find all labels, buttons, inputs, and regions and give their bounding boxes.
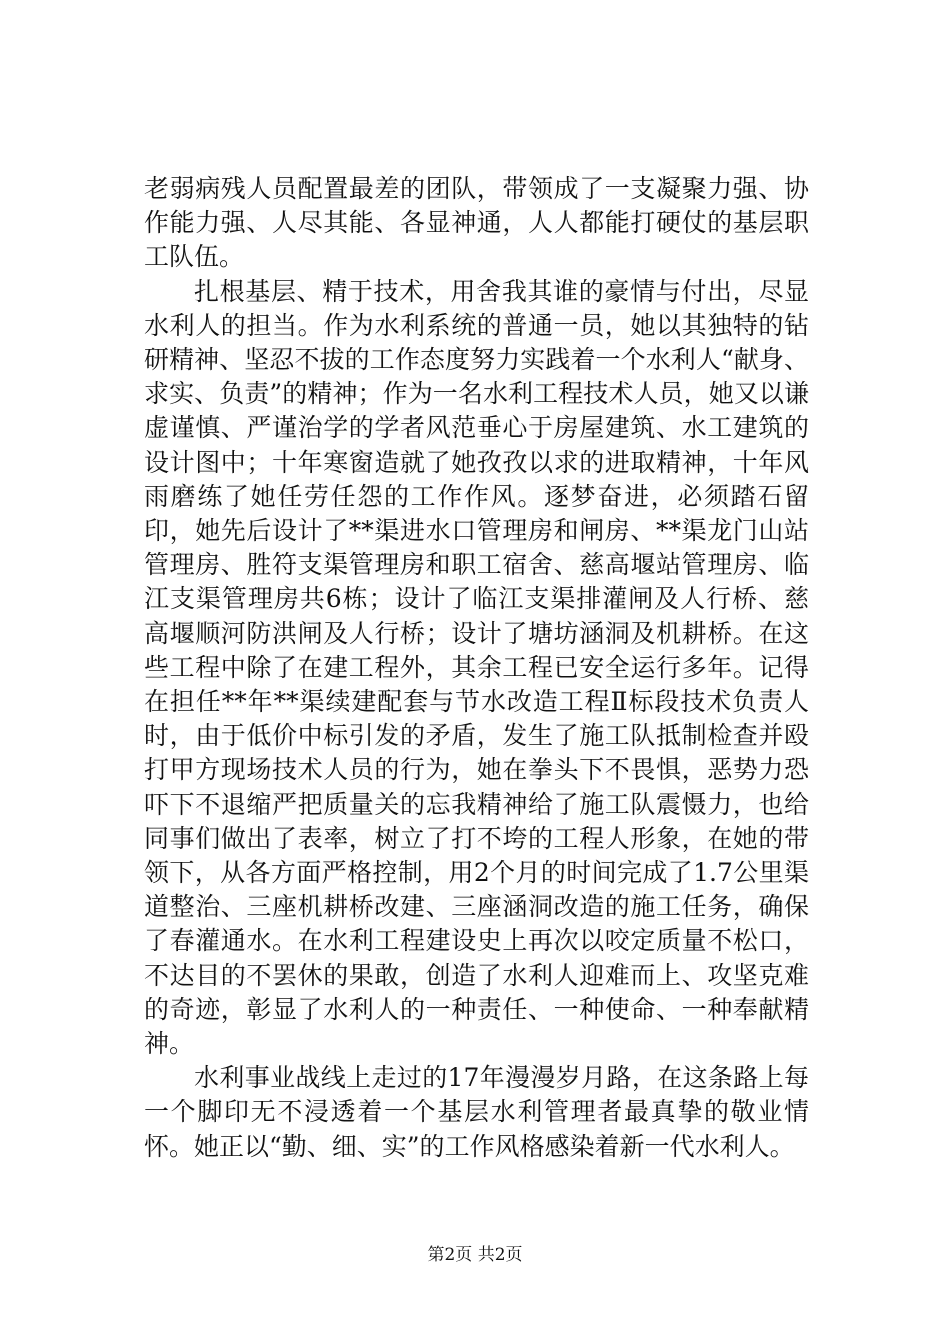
paragraph-3: 水利事业战线上走过的17年漫漫岁月路，在这条路上每一个脚印无不浸透着一个基层水利管理者最真挚的敬业情怀。她正以“勤、细、实”的工作风格感染着新一代水利人。 — [144, 1063, 809, 1161]
page-number-label: 第2页 共2页 — [427, 1245, 523, 1265]
document-body — [144, 172, 809, 1164]
paragraph-2: 扎根基层、精于技术，用舍我其谁的豪情与付出，尽显水利人的担当。作为水利系统的普通一员，她以其独特的钻研精神、坚忍不拔的工作态度努力实践着一个水利人“献身、求实、负责”的精神；作为一名水利工程技术人员，她又以谦虚谨慎、严谨治学的学者风范垂心于房屋建筑、水工建筑的设计图中；十年寒窗造就了她孜孜以求的进取精神，十年风雨磨练了她任劳任怨的工作作风。逐梦奋进，必须踏石留印，她先后设计了**渠进水口管理房和闸房、**渠龙门山站管理房、胜符支渠管理房和职工宿舍、慈高堰站管理房、临江支渠管理房共6栋；设计了临江支渠排灌闸及人行桥、慈高堰顺河防洪闸及人行桥；设计了塘坊涵洞及机耕桥。在这些工程中除了在建工程外，其余工程已安全运行多年。记得在担任**年**渠续建配套与节水改造工程Ⅱ标段技术负责人时，由于低价中标引发的矛盾，发生了施工队抵制检查并殴打甲方现场技术人员的行为，她在拳头下不畏惧，恶势力恐吓下不退缩严把质量关的忘我精神给了施工队震慑力，也给同事们做出了表率，树立了打不垮的工程人形象，在她的带领下，从各方面严格控制，用2个月的时间完成了1.7公里渠道整治、三座机耕桥改建、三座涵洞改造的施工任务，确保了春灌通水。在水利工程建设史上再次以咬定质量不松口，不达目的不罢休的果敢，创造了水利人迎难而上、攻坚克难的奇迹，彰显了水利人的一种责任、一种使命、一种奉献精神。 — [144, 276, 809, 1059]
page-footer — [0, 1244, 950, 1266]
paragraph-1: 老弱病残人员配置最差的团队，带领成了一支凝聚力强、协作能力强、人尽其能、各显神通，人人都能打硬仗的基层职工队伍。 — [144, 174, 809, 272]
